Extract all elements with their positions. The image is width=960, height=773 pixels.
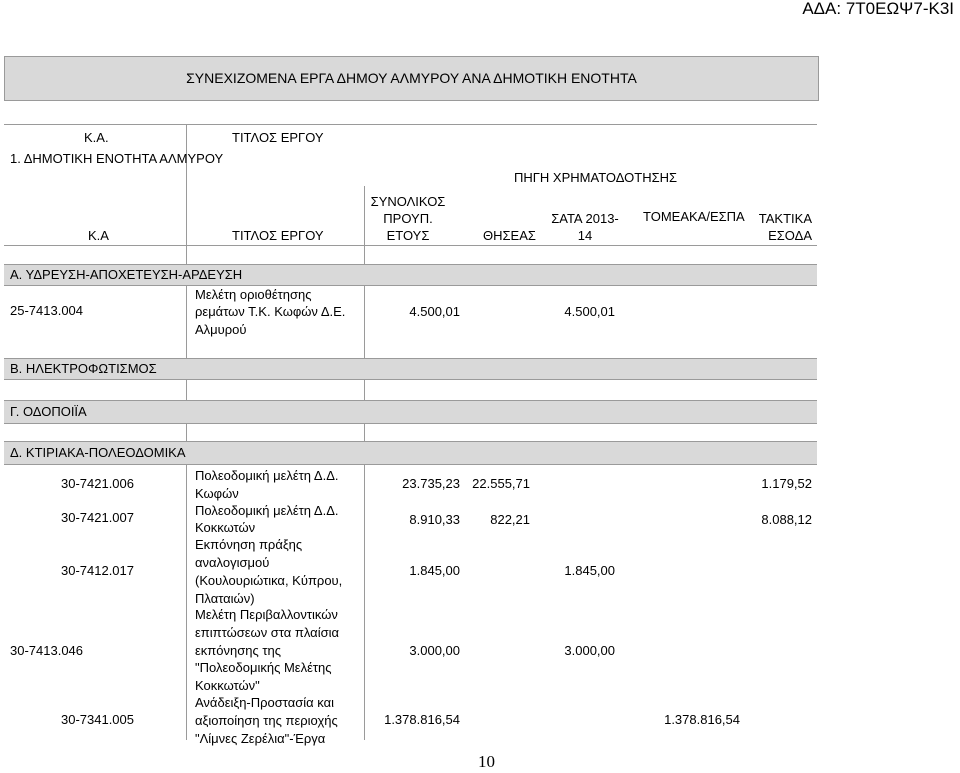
- row-budget: 1.845,00: [409, 563, 460, 578]
- row-title-line: "Πολεοδομικής Μελέτης: [195, 660, 332, 675]
- unit-name: 1. ΔΗΜΟΤΙΚΗ ΕΝΟΤΗΤΑ ΑΛΜΥΡΟΥ: [10, 151, 224, 166]
- section-c-label: Γ. ΟΔΟΠΟΙΪΑ: [10, 404, 87, 419]
- top-title: ΤΙΤΛΟΣ ΕΡΓΟΥ: [232, 130, 324, 145]
- row-title-line: Πλαταιών): [195, 591, 255, 606]
- row-ka: 30-7412.017: [60, 563, 134, 578]
- row-sata: 3.000,00: [564, 643, 615, 658]
- header-ka: Κ.Α: [88, 228, 109, 243]
- row-title-line: "Λίμνες Ζερέλια"-Έργα: [195, 731, 326, 746]
- section-d-band: [4, 441, 817, 465]
- section-b-band: [4, 358, 817, 380]
- row-taktika: 8.088,12: [761, 512, 812, 527]
- row-ka: 25-7413.004: [10, 303, 84, 318]
- header-budget-2: ΠΡΟΥΠ.: [383, 211, 433, 226]
- header-tomeaka: ΤΟΜΕΑΚΑ/ΕΣΠΑ: [643, 209, 745, 224]
- header-theseas: ΘΗΣΕΑΣ: [483, 228, 536, 243]
- doc-id: ΑΔΑ: 7Τ0ΕΩΨ7-Κ3Ι: [802, 0, 954, 18]
- row-title-line: Ανάδειξη-Προστασία και: [195, 695, 335, 710]
- page-title: ΣΥΝΕΧΙΖΟΜΕΝΑ ΕΡΓΑ ΔΗΜΟΥ ΑΛΜΥΡΟΥ ΑΝΑ ΔΗΜΟΤΙΚΗ ΕΝΟΤΗΤΑ: [186, 70, 637, 86]
- header-sata-1: ΣΑΤΑ 2013-: [551, 211, 619, 226]
- row-title-line: Αλμυρού: [195, 322, 247, 337]
- col-ka-divider: [186, 124, 187, 740]
- section-d-label: Δ. ΚΤΙΡΙΑΚΑ-ΠΟΛΕΟΔΟΜΙΚΑ: [10, 445, 186, 460]
- title-banner: [4, 56, 819, 101]
- row-taktika: 1.179,52: [761, 476, 812, 491]
- row-budget: 8.910,33: [409, 512, 460, 527]
- row-title-line: (Κουλουριώτικα, Κύπρου,: [195, 573, 343, 588]
- header-bottom-border: [4, 245, 817, 246]
- section-b-label: Β. ΗΛΕΚΤΡΟΦΩΤΙΣΜΟΣ: [10, 361, 157, 376]
- row-title-line: Μελέτη οριοθέτησης: [195, 287, 312, 302]
- row-title-line: εκπόνησης της: [195, 643, 281, 658]
- row-budget: 3.000,00: [409, 643, 460, 658]
- row-title-line: Εκπόνηση πράξης: [195, 537, 303, 552]
- header-sata-2: 14: [577, 228, 593, 243]
- row-tomeaka: 1.378.816,54: [664, 712, 740, 727]
- header-title: ΤΙΤΛΟΣ ΕΡΓΟΥ: [232, 228, 324, 243]
- row-theseas: 822,21: [490, 512, 530, 527]
- page-number: 10: [478, 752, 495, 771]
- row-title-line: ρεμάτων Τ.Κ. Κωφών Δ.Ε.: [195, 304, 346, 319]
- section-a-label: Α. ΥΔΡΕΥΣΗ-ΑΠΟΧΕΤΕΥΣΗ-ΑΡΔΕΥΣΗ: [10, 267, 243, 282]
- row-title-line: επιπτώσεων στα πλαίσια: [195, 625, 340, 640]
- row-budget: 23.735,23: [402, 476, 460, 491]
- header-funding-source: ΠΗΓΗ ΧΡΗΜΑΤΟΔΟΤΗΣΗΣ: [514, 170, 678, 185]
- row-budget: 4.500,01: [409, 304, 460, 319]
- row-title-line: Πολεοδομική μελέτη Δ.Δ.: [195, 468, 339, 483]
- row-ka: 30-7413.046: [10, 643, 84, 658]
- row-title-line: Κοκκωτών: [195, 520, 256, 535]
- row-title-line: αξιοποίηση της περιοχής: [195, 713, 338, 728]
- section-c-band: [4, 400, 817, 424]
- row-title-line: αναλογισμού: [195, 555, 270, 570]
- top-ka: Κ.Α.: [84, 130, 109, 145]
- row-title-line: Μελέτη Περιβαλλοντικών: [195, 607, 338, 622]
- table-top-border: [4, 124, 817, 125]
- row-title-line: Κοκκωτών": [195, 678, 260, 693]
- row-ka: 30-7341.005: [60, 712, 134, 727]
- row-ka: 30-7421.006: [60, 476, 134, 491]
- header-budget-1: ΣΥΝΟΛΙΚΟΣ: [370, 194, 446, 209]
- row-ka: 30-7421.007: [60, 510, 134, 525]
- row-title-line: Πολεοδομική μελέτη Δ.Δ.: [195, 503, 339, 518]
- row-budget: 1.378.816,54: [384, 712, 460, 727]
- row-theseas: 22.555,71: [472, 476, 530, 491]
- row-sata: 1.845,00: [564, 563, 615, 578]
- section-a-band: [4, 264, 817, 286]
- header-taktika-1: ΤΑΚΤΙΚΑ: [758, 211, 812, 226]
- header-taktika-2: ΕΣΟΔΑ: [768, 228, 812, 243]
- header-budget-3: ΕΤΟΥΣ: [386, 228, 430, 243]
- row-title-line: Κωφών: [195, 486, 239, 501]
- row-sata: 4.500,01: [564, 304, 615, 319]
